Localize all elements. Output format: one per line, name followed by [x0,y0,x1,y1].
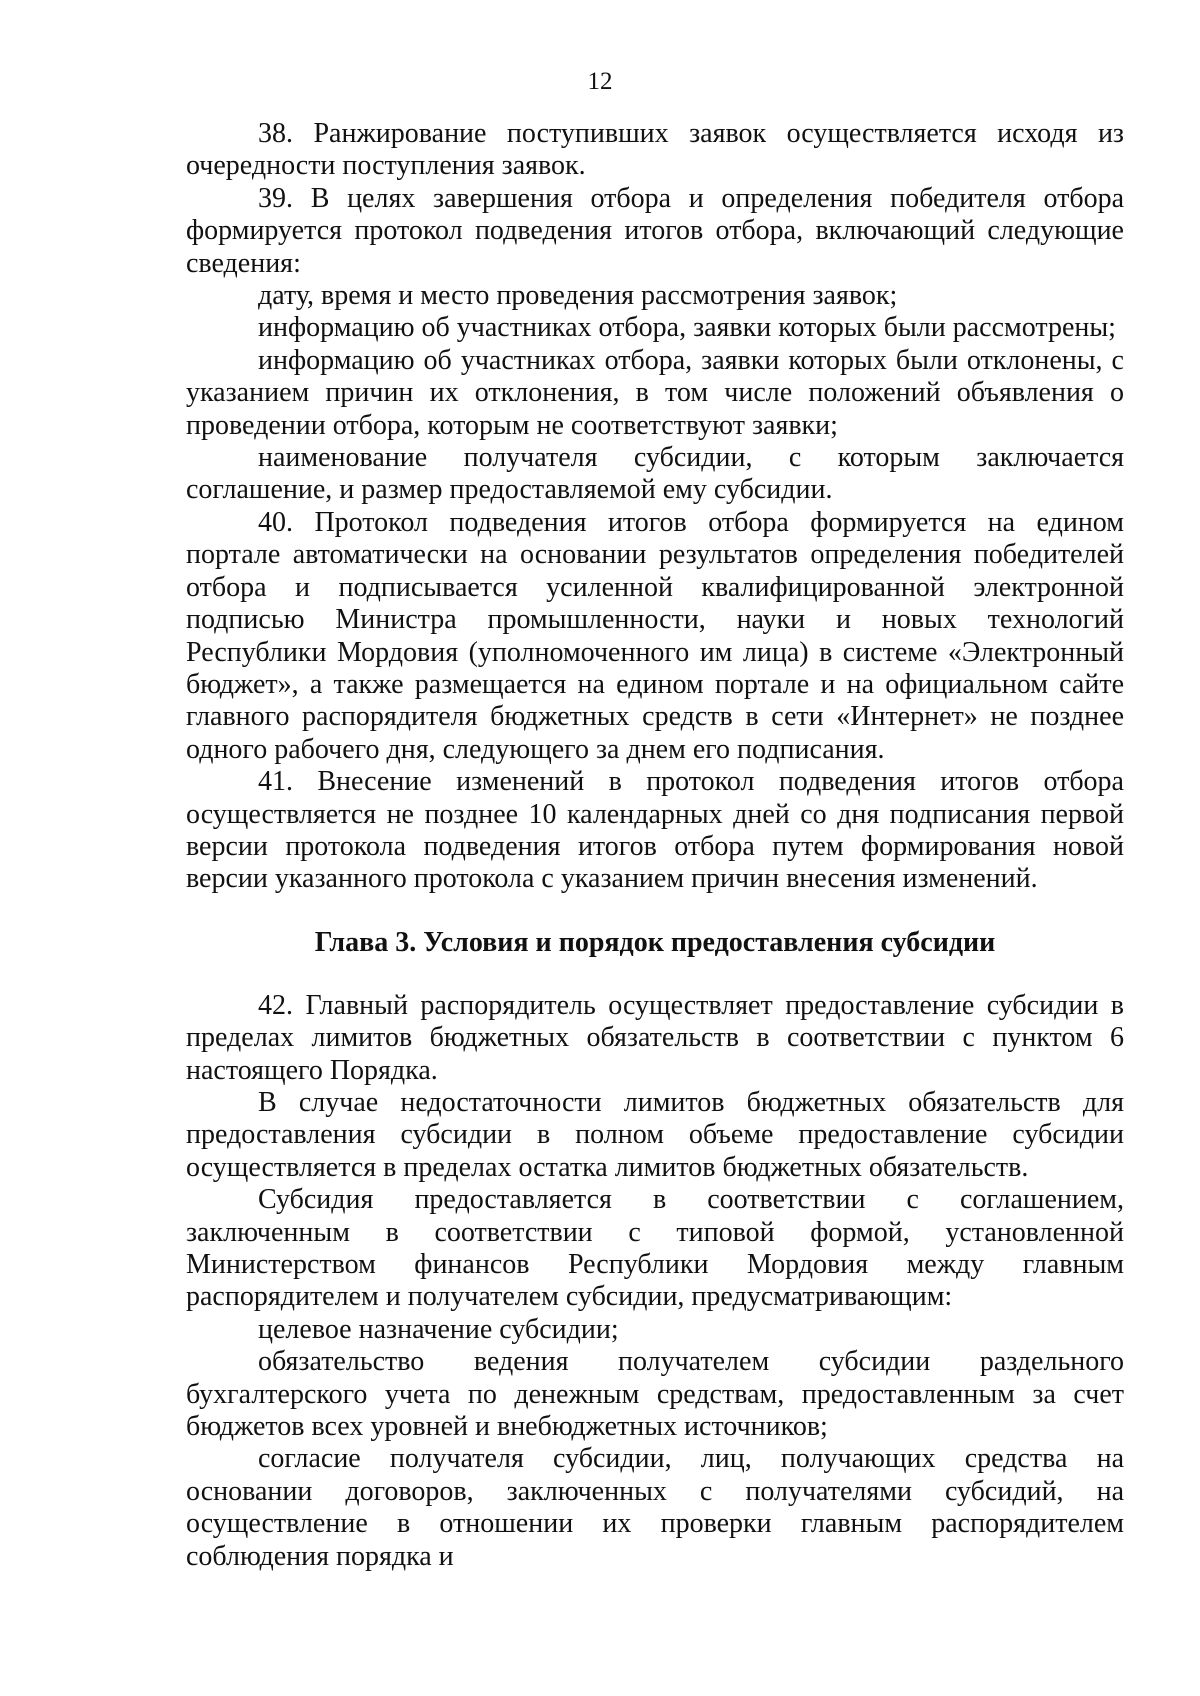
list-item-purpose: целевое назначение субсидии; [258,1313,619,1345]
paragraph-42: 42. Главный распорядитель осуществляет предоставление субсидии в пределах лимитов бюджетных обязательств в соответствии с пунктом 6 настоящего Порядка. [186,989,1124,1086]
list-item-review-date: дату, время и место проведения рассмотрения заявок; [258,280,898,312]
chapter-heading: Глава 3. Условия и порядок предоставления субсидии [314,926,996,958]
list-item-recipient-name: наименование получателя субсидии, с которым заключается соглашение, и размер предоставляемой ему субсидии. [186,442,1124,506]
list-item-rejected-participants: информацию об участниках отбора, заявки которых были отклонены, с указанием причин их отклонения, в том числе положений объявления о проведении отбора, которым не соответствуют заявки; [186,344,1124,441]
paragraph-41: 41. Внесение изменений в протокол подведения итогов отбора осуществляется не позднее 10 календарных дней со дня подписания первой версии протокола подведения итогов отбора путем формирования новой версии указанного протокола с указанием причин внесения изменений. [186,766,1124,895]
page-number: 12 [587,68,613,95]
paragraph-39: 39. В целях завершения отбора и определения победителя отбора формируется протокол подведения итогов отбора, включающий следующие сведения: [186,182,1124,279]
paragraph-40: 40. Протокол подведения итогов отбора формируется на едином портале автоматически на основании результатов определения победителей отбора и подписывается усиленной квалифицированной электронной подписью Министра промышленности, науки и новых технологий Республики Мордовия (уполномоченного им лица) в системе «Электронный бюджет», а также размещается на едином портале и на официальном сайте главного распорядителя бюджетных средств в сети «Интернет» не позднее одного рабочего дня, следующего за днем его подписания. [186,506,1124,765]
paragraph-38: 38. Ранжирование поступивших заявок осуществляется исходя из очередности поступления заявок. [186,118,1124,182]
paragraph-agreement: Субсидия предоставляется в соответствии с соглашением, заключенным в соответствии с типовой формой, установленной Министерством финансов Республики Мордовия между главным распорядителем и получателем субсидии, предусматривающим: [186,1184,1124,1313]
paragraph-insufficient-limits: В случае недостаточности лимитов бюджетных обязательств для предоставления субсидии в полном объеме предоставление субсидии осуществляется в пределах остатка лимитов бюджетных обязательств. [186,1086,1124,1183]
list-item-accounting: обязательство ведения получателем субсидии раздельного бухгалтерского учета по денежным средствам, предоставленным за счет бюджетов всех уровней и внебюджетных источников; [186,1346,1124,1443]
document-body [186,118,1124,1573]
list-item-consent: согласие получателя субсидии, лиц, получающих средства на основании договоров, заключенных с получателями субсидий, на осуществление в отношении их проверки главным распорядителем соблюдения порядка и [186,1443,1124,1572]
list-item-reviewed-participants: информацию об участниках отбора, заявки которых были рассмотрены; [258,312,1116,344]
